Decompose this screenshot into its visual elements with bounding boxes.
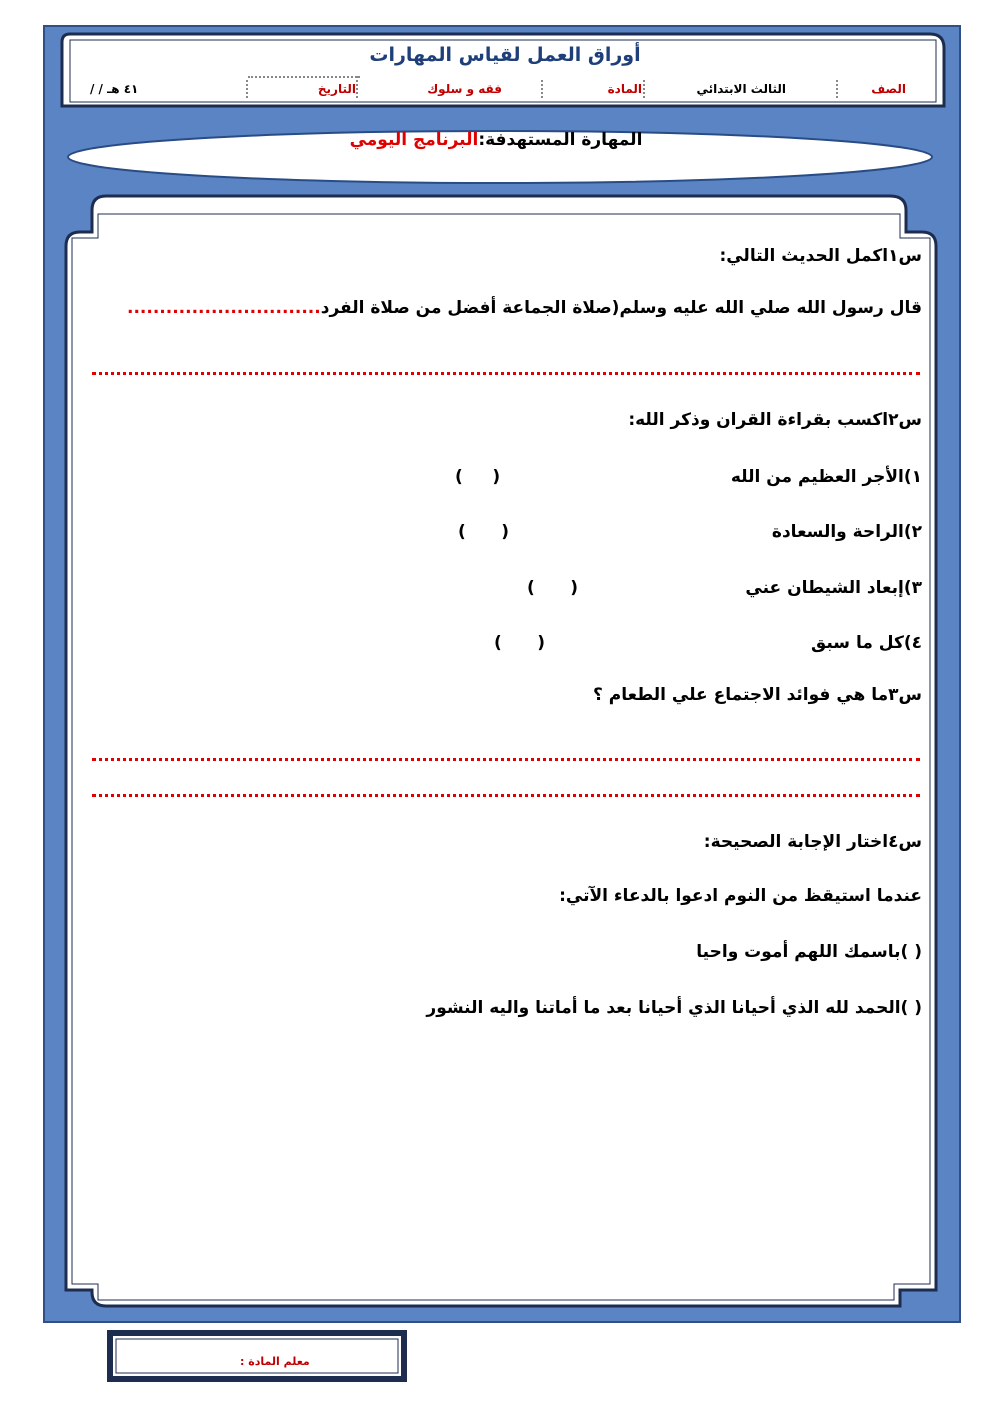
subject-label: المادة: [607, 82, 642, 96]
target-skill: [0, 130, 992, 150]
skill-value: البرنامج اليومي: [349, 130, 479, 150]
question-4-title: س٤اختار الإجابة الصحيحة:: [703, 832, 922, 852]
q2-option-4-answer-box[interactable]: ( ): [494, 633, 546, 653]
hadith-text: قال رسول الله صلي الله عليه وسلم(صلاة الجماعة أفضل من صلاة الفرد: [320, 298, 922, 318]
class-value: الثالث الابتدائي: [696, 82, 786, 96]
header-separator: [836, 80, 842, 98]
q2-option-4: ٤)كل ما سبق: [811, 633, 922, 653]
question-4-prompt: عندما استيقظ من النوم ادعوا بالدعاء الآتي:: [559, 886, 922, 906]
answer-line: [92, 794, 920, 797]
answer-line: [92, 758, 920, 761]
question-3-title: س٣ما هي فوائد الاجتماع علي الطعام ؟: [593, 685, 922, 705]
header-separator: [643, 80, 649, 98]
class-label: الصف: [871, 82, 906, 96]
q2-option-1: ١)الأجر العظيم من الله: [730, 467, 922, 487]
q4-option-2: ( )الحمد لله الذي أحيانا الذي أحيانا بعد ما أماتنا واليه النشور: [426, 998, 922, 1018]
question-1-text: [127, 298, 922, 318]
q2-option-2: ٢)الراحة والسعادة: [771, 522, 922, 542]
answer-dots: ..............................: [126, 298, 321, 318]
q2-option-3-answer-box[interactable]: ( ): [527, 578, 579, 598]
header-separator: [541, 80, 547, 98]
header-separator: [246, 80, 252, 98]
subject-value: فقه و سلوك: [427, 82, 502, 96]
header-separator: [356, 76, 362, 98]
answer-line: [92, 372, 920, 375]
question-2-title: س٢اكسب بقراءة القران وذكر الله:: [628, 410, 922, 430]
q2-option-3: ٣)إبعاد الشيطان عني: [745, 578, 922, 598]
date-label: التاريخ: [317, 82, 356, 96]
q2-option-1-answer-box[interactable]: ( ): [455, 467, 501, 487]
q2-option-2-answer-box[interactable]: ( ): [458, 522, 510, 542]
question-1-title: س١اكمل الحديث التالي:: [719, 246, 922, 266]
worksheet-title: أوراق العمل لقياس المهارات: [369, 44, 641, 66]
q4-option-1: ( )باسمك اللهم أموت واحيا: [696, 942, 922, 962]
date-value: / / ٤١ هـ: [90, 82, 139, 96]
teacher-label: معلم المادة :: [240, 1355, 310, 1368]
skill-label: المهارة المستهدفة:: [478, 130, 643, 150]
header-separator: [248, 76, 360, 78]
